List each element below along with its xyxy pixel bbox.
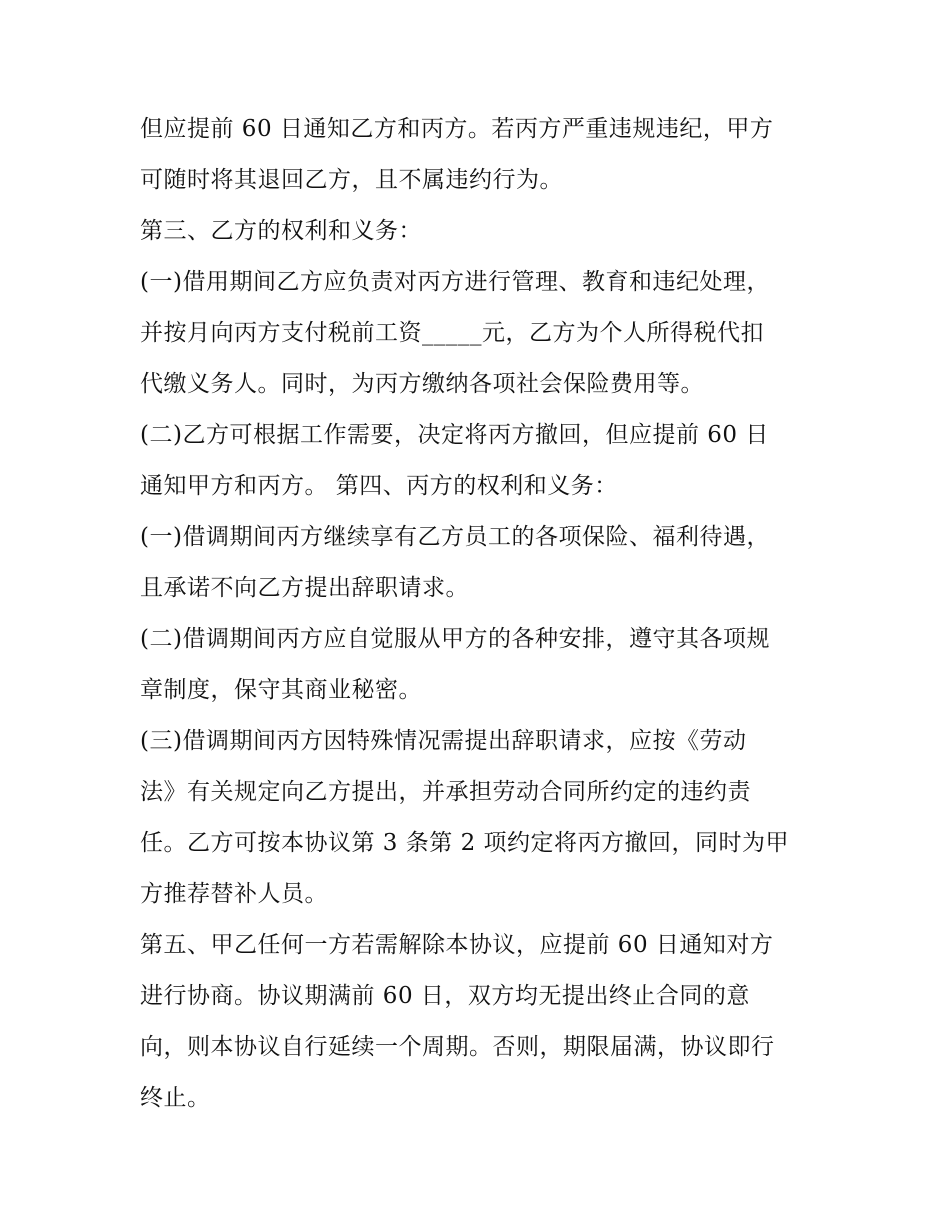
text-line-6: 代缴义务人。同时，为丙方缴纳各项社会保险费用等。 <box>140 371 704 397</box>
text-line-4: (一)借用期间乙方应负责对丙方进行管理、教育和违纪处理， <box>140 269 770 295</box>
text-line-16: 方推荐替补人员。 <box>140 881 328 907</box>
text-line-17: 第五、甲乙任何一方若需解除本协议，应提前 60 日通知对方 <box>140 932 774 958</box>
text-line-18: 进行协商。协议期满前 60 日，双方均无提出终止合同的意 <box>140 983 750 1009</box>
text-line-13: (三)借调期间丙方因特殊情况需提出辞职请求，应按《劳动 <box>140 728 747 754</box>
text-line-7: (二)乙方可根据工作需要，决定将丙方撤回，但应提前 60 日 <box>140 422 769 448</box>
text-line-19: 向，则本协议自行延续一个周期。否则，期限届满，协议即行 <box>140 1034 775 1060</box>
text-line-2: 可随时将其退回乙方，且不属违约行为。 <box>140 167 563 193</box>
text-line-5: 并按月向丙方支付税前工资_____元，乙方为个人所得税代扣 <box>140 320 764 346</box>
text-line-9: (一)借调期间丙方继续享有乙方员工的各项保险、福利待遇， <box>140 524 770 550</box>
text-line-15: 任。乙方可按本协议第 3 条第 2 项约定将丙方撤回，同时为甲 <box>140 830 790 856</box>
text-line-14: 法》有关规定向乙方提出，并承担劳动合同所约定的违约责 <box>140 779 751 805</box>
text-line-8: 通知甲方和丙方。 第四、丙方的权利和义务： <box>140 473 618 499</box>
text-line-12: 章制度，保守其商业秘密。 <box>140 677 422 703</box>
text-line-1: 但应提前 60 日通知乙方和丙方。若丙方严重违规违纪，甲方 <box>140 116 774 142</box>
text-line-10: 且承诺不向乙方提出辞职请求。 <box>140 575 469 601</box>
text-line-20: 终止。 <box>140 1085 211 1111</box>
text-line-3: 第三、乙方的权利和义务： <box>140 218 422 244</box>
text-line-11: (二)借调期间丙方应自觉服从甲方的各种安排，遵守其各项规 <box>140 626 770 652</box>
